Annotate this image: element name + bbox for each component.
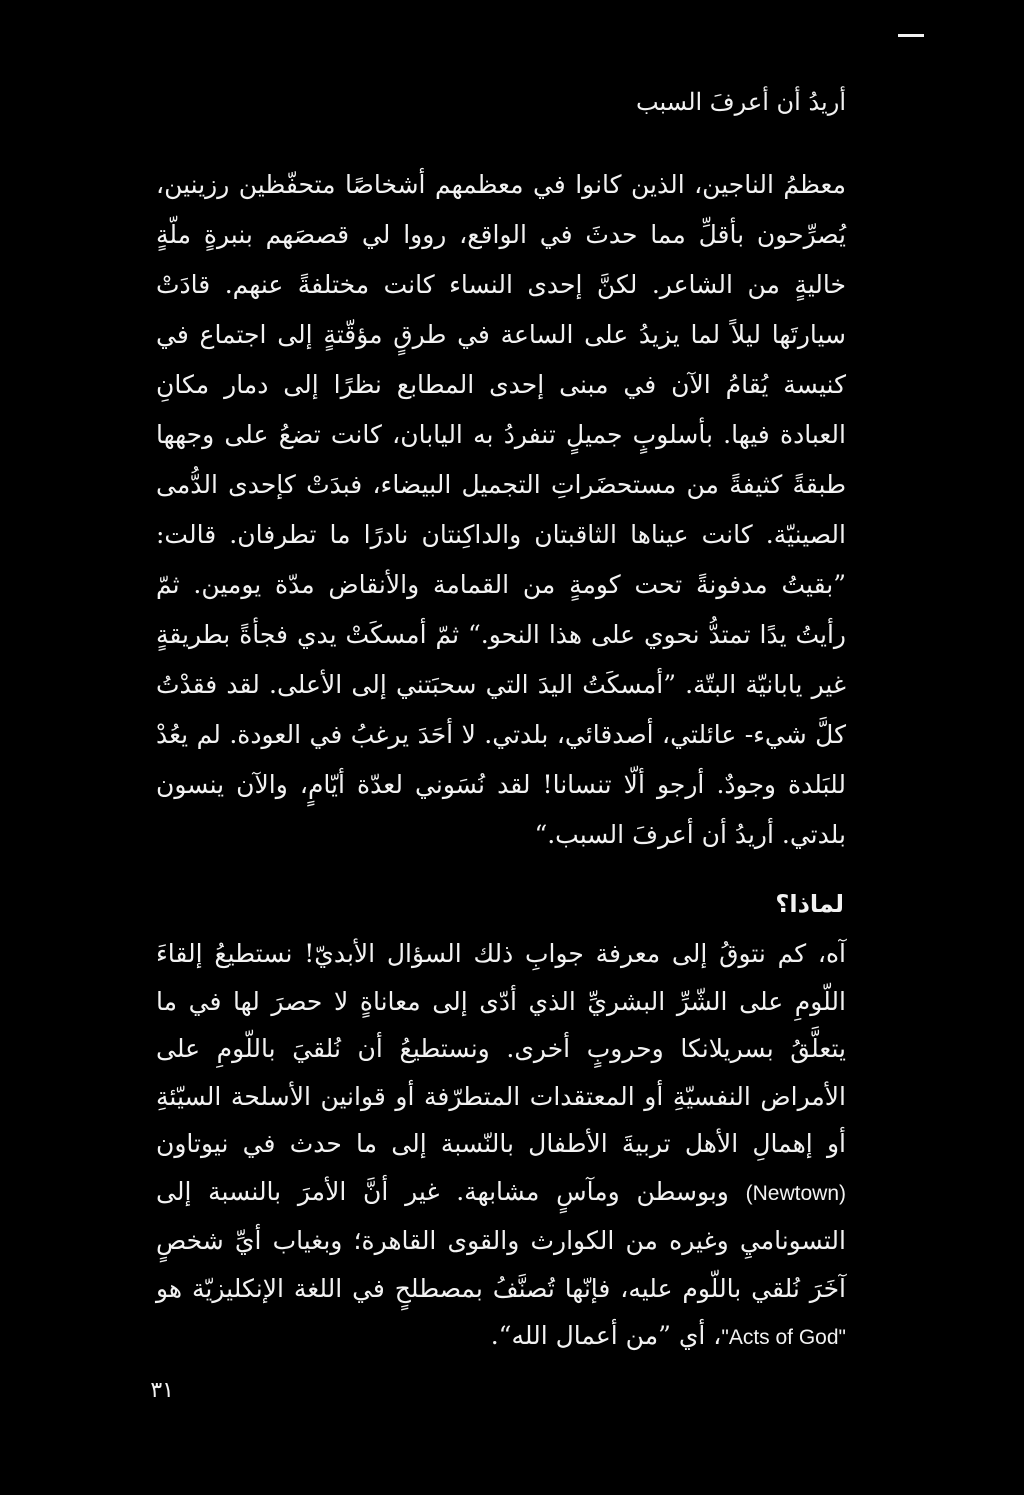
page-number: ٣١: [150, 1378, 174, 1403]
paragraph-two-text: [156, 930, 846, 1362]
latin-place-name: (Newtown): [745, 1181, 846, 1205]
paragraph-two: [156, 930, 846, 1362]
paragraph-one-text: معظمُ الناجين، الذين كانوا في معظمهم أشخاصًا متحفّظين رزينين، يُصرِّحون بأقلِّ مما حدثَ في الواقع، رووا لي قصصَهم بنبرةٍ ملّةٍ خاليةٍ من الشاعر. لكنَّ إحدى النساء كانت مختلفةً عنهم. قادَتْ سيارتَها ليلاً لما يزيدُ على الساعة في طرقٍ مؤقّتةٍ إلى اجتماع في كنيسة يُقامُ الآن في مبنى إحدى المطابع نظرًا إلى دمار مكانِ العبادة فيها. بأسلوبٍ جميلٍ تنفردُ به اليابان، كانت تضعُ على وجهها طبقةً كثيفةً من مستحضَراتِ التجميل البيضاء، فبدَتْ كإحدى الدُّمى الصينيّة. كانت عيناها الثاقبتان والداكِنتان نادرًا ما تطرفان. قالت: ”بقيتُ مدفونةً تحت كومةٍ من القمامة والأنقاض مدّة يومين. ثمّ رأيتُ يدًا تمتدُّ نحوي على هذا النحو.“ ثمّ أمسكَتْ يدي فجأةً بطريقةٍ غير يابانيّة البتّة. ”أمسكَتُ اليدَ التي سحبَتني إلى الأعلى. لقد فقدْتُ كلَّ شيء- عائلتي، أصدقائي، بلدتي. لا أحَدَ يرغبُ في العودة. لم يعُدْ للبَلدة وجودٌ. أرجو ألّا تنسانا! لقد نُسَوني لعدّة أيّامٍ، والآن ينسون بلدتي. أريدُ أن أعرفَ السبب.“: [156, 170, 846, 849]
running-header: أريدُ أن أعرفَ السبب: [635, 88, 846, 116]
corner-mark: [898, 34, 924, 37]
paragraph-two-part-1: آه، كم نتوقُ إلى معرفة جوابِ ذلك السؤال الأبديّ! نستطيعُ إلقاءَ اللّومِ على الشّرِّ البشريِّ الذي أدّى إلى معاناةٍ لا حصرَ لها في ما يتعلَّقُ بسريلانكا وحروبٍ أخرى. ونستطيعُ أن نُلقيَ باللّومِ على الأمراض النفسيّةِ أو المعتقدات المتطرّفة أو قوانين الأسلحة السيّئةِ أو إهمالِ الأهل تربيةَ الأطفال بالنّسبة إلى ما حدث في نيوتاون: [156, 939, 846, 1158]
paragraph-two-part-3: ، أي ”من أعمال الله“.: [490, 1321, 722, 1350]
paragraph-one: [156, 160, 846, 860]
section-heading: لماذا؟: [775, 890, 844, 918]
latin-term: "Acts of God": [721, 1326, 846, 1349]
paragraph-two-part-2: وبوسطن ومآسٍ مشابهة. غير أنَّ الأمرَ بالنسبة إلى التسوناميِ وغيره من الكوارث والقوى القاهرة؛ وبغياب أيِّ شخصٍ آخَرَ نُلقي باللّوم عليه، فإنّها تُصنَّفُ بمصطلحٍ في اللغة الإنكليزيّة هو: [156, 1176, 846, 1303]
